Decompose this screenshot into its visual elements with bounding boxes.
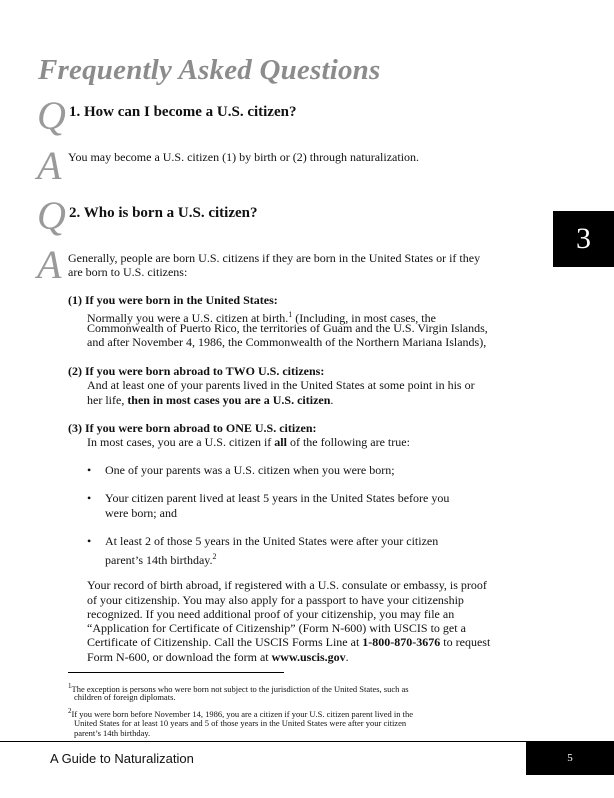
question-number: 1. (69, 104, 81, 120)
footnote-2-line-2: United States for at least 10 years and 5 of those years in the United States were after your citizen (74, 718, 407, 728)
page-title: Frequently Asked Questions (38, 54, 381, 86)
case-3-intro-text: In most cases, you are a U.S. citizen if (87, 435, 275, 449)
case-1-text-cont: (Including, in most cases, the (292, 311, 436, 325)
bullet-text: One of your parents was a U.S. citizen when you were born; (105, 463, 395, 477)
footnote-ref: 1 (288, 310, 293, 319)
case-2-line-2 (87, 393, 333, 408)
bullet-text-end: parent’s 14th birthday. (105, 553, 213, 567)
case-1-line-3: and after November 4, 1986, the Commonwealth of the Northern Mariana Islands), (87, 335, 487, 349)
case-1-line-2: Commonwealth of Puerto Rico, the territories of Guam and the U.S. Virgin Islands, (87, 321, 488, 335)
question-text: Who is born a U.S. citizen? (83, 205, 258, 221)
record-text: Certificate of Citizenship. Call the USCIS Forms Line at (87, 635, 363, 649)
bullet-icon: • (87, 491, 92, 505)
question-2 (69, 205, 258, 222)
record-line-6 (87, 650, 349, 665)
case-1-heading: (1) If you were born in the United States: (68, 293, 278, 307)
list-item (87, 491, 507, 521)
case-3-intro-text-end: of the following are true: (286, 435, 410, 449)
list-item (87, 463, 507, 479)
case-1-text: Normally you were a U.S. citizen at birth. (87, 311, 289, 325)
case-2-heading: (2) If you were born abroad to TWO U.S. citizens: (68, 364, 325, 378)
record-line-4: “Application for Certificate of Citizenship” (Form N-600) with USCIS to get a (87, 621, 466, 635)
record-line-3: recognized. If you need additional proof of your citizenship, you may file an (87, 607, 455, 621)
question-text: How can I become a U.S. citizen? (84, 104, 297, 120)
bullet-text-cont (105, 549, 485, 568)
record-text: Form N-600, or download the form at (87, 650, 272, 664)
footnote-divider (68, 672, 284, 673)
record-line-1: Your record of birth abroad, if registered with a U.S. consulate or embassy, is proof (87, 578, 487, 592)
case-2-emphasis: then in most cases you are a U.S. citizen (127, 393, 331, 407)
record-line-5 (87, 635, 490, 650)
footer-divider (0, 741, 614, 742)
website-link: www.uscis.gov (271, 650, 346, 664)
footnote-1-line-2: children of foreign diplomats. (74, 692, 176, 702)
answer-2-line-1: Generally, people are born U.S. citizens if they are born in the United States or if they (68, 251, 481, 265)
footnote-2-line-3: parent’s 14th birthday. (74, 728, 151, 738)
case-2-period: . (330, 393, 334, 407)
page-number: 5 (526, 742, 614, 775)
question-1 (69, 104, 296, 121)
bullet-text: Your citizen parent lived at least 5 years in the United States before you (105, 491, 450, 505)
case-2-text: her life, (87, 393, 128, 407)
phone-number: 1-800-870-3676 (362, 635, 441, 649)
q-letter: Q (37, 193, 66, 238)
answer-2-line-2: are born to U.S. citizens: (68, 265, 188, 279)
question-number: 2. (69, 205, 81, 221)
footnote-mark: 2 (68, 707, 72, 715)
list-item (87, 534, 507, 567)
footer-title: A Guide to Naturalization (50, 751, 194, 766)
case-3-heading: (3) If you were born abroad to ONE U.S. citizen: (68, 421, 317, 435)
answer-1: You may become a U.S. citizen (1) by birth or (2) through naturalization. (68, 150, 420, 164)
record-text-end: . (345, 650, 349, 664)
record-text-end: to request (440, 635, 491, 649)
bullet-text-cont: were born; and (105, 506, 177, 520)
case-2-line-1: And at least one of your parents lived in the United States at some point in his or (87, 378, 475, 392)
footnote-text: If you were born before November 14, 1986, you are a citizen if your U.S. citizen parent lived in the (71, 708, 414, 719)
case-3-intro (87, 435, 410, 450)
case-3-intro-emphasis: all (274, 435, 287, 449)
a-letter: A (37, 143, 62, 188)
q-letter: Q (37, 93, 66, 138)
a-letter: A (37, 242, 62, 287)
footnote-mark: 1 (68, 682, 72, 690)
record-line-2: of your citizenship. You may also apply for a passport to have your citizenship (87, 593, 464, 607)
bullet-icon: • (87, 534, 92, 548)
footnote-2 (68, 706, 413, 719)
chapter-number-tab: 3 (553, 211, 614, 267)
bullet-icon: • (87, 463, 92, 477)
footnote-ref: 2 (212, 552, 217, 561)
bullet-text: At least 2 of those 5 years in the United States were after your citizen (105, 534, 439, 548)
footnote-text: The exception is persons who were born not subject to the jurisdiction of the United States, such as (71, 683, 409, 694)
